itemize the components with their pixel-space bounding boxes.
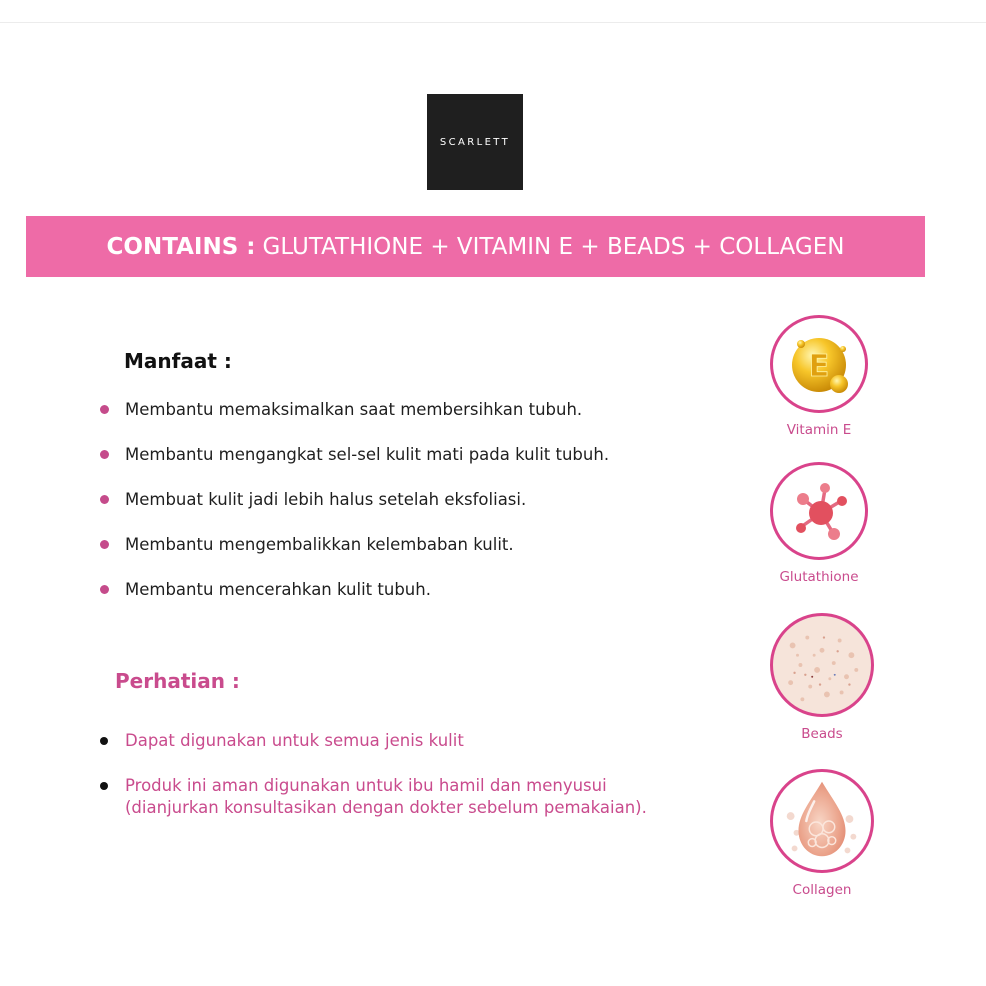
benefit-item	[100, 398, 609, 443]
vitamin-e-icon	[779, 324, 859, 404]
bullet-dot	[100, 405, 109, 414]
beads-icon	[773, 615, 871, 715]
ingredient-beads	[752, 613, 892, 742]
bullet-dot	[100, 450, 109, 459]
banner-ingredients: GLUTATHIONE + VITAMIN E + BEADS + COLLAGEN	[262, 233, 845, 260]
benefit-text: Membantu mengembalikkan kelembaban kulit.	[125, 535, 514, 554]
benefit-text: Membuat kulit jadi lebih halus setelah eksfoliasi.	[125, 490, 527, 509]
note-text: Dapat digunakan untuk semua jenis kulit	[125, 731, 464, 750]
benefit-item	[100, 533, 609, 578]
ingredient-label: Beads	[801, 726, 843, 742]
logo-text: SCARLETT	[439, 136, 511, 148]
bullet-dot	[100, 737, 108, 745]
note-text: Produk ini aman digunakan untuk ibu hamil dan menyusui	[125, 776, 607, 795]
benefit-text: Membantu memaksimalkan saat membersihkan tubuh.	[125, 400, 583, 419]
ingredient-circle	[770, 462, 868, 560]
benefit-item	[100, 578, 609, 623]
ingredient-glutathione	[749, 462, 889, 585]
top-divider	[0, 22, 986, 23]
contains-banner	[26, 216, 925, 277]
ingredient-vitamin-e	[749, 315, 889, 438]
notes-title: Perhatian :	[115, 669, 240, 693]
ingredient-collagen	[752, 769, 892, 898]
bullet-dot	[100, 782, 108, 790]
ingredient-circle	[770, 769, 874, 873]
bullet-dot	[100, 540, 109, 549]
vitamin-e-letter: E	[808, 349, 830, 384]
benefits-list	[100, 398, 609, 623]
ingredient-circle	[770, 315, 868, 413]
molecule-icon	[779, 471, 859, 551]
benefit-item	[100, 443, 609, 488]
ingredient-label: Collagen	[792, 882, 852, 898]
benefit-text: Membantu mengangkat sel-sel kulit mati pada kulit tubuh.	[125, 445, 610, 464]
benefit-text: Membantu mencerahkan kulit tubuh.	[125, 580, 431, 599]
bullet-dot	[100, 585, 109, 594]
banner-label: CONTAINS :	[106, 233, 256, 260]
scarlett-logo	[427, 94, 523, 190]
bullet-dot	[100, 495, 109, 504]
notes-list	[100, 730, 647, 842]
ingredient-circle	[770, 613, 874, 717]
collagen-drop-icon	[773, 771, 871, 871]
note-text-continued: (dianjurkan konsultasikan dengan dokter sebelum pemakaian).	[125, 798, 647, 817]
benefits-title: Manfaat :	[124, 349, 232, 373]
note-item	[100, 730, 647, 752]
note-item	[100, 775, 647, 819]
benefit-item	[100, 488, 609, 533]
ingredient-label: Glutathione	[779, 569, 859, 585]
ingredient-label: Vitamin E	[786, 422, 852, 438]
